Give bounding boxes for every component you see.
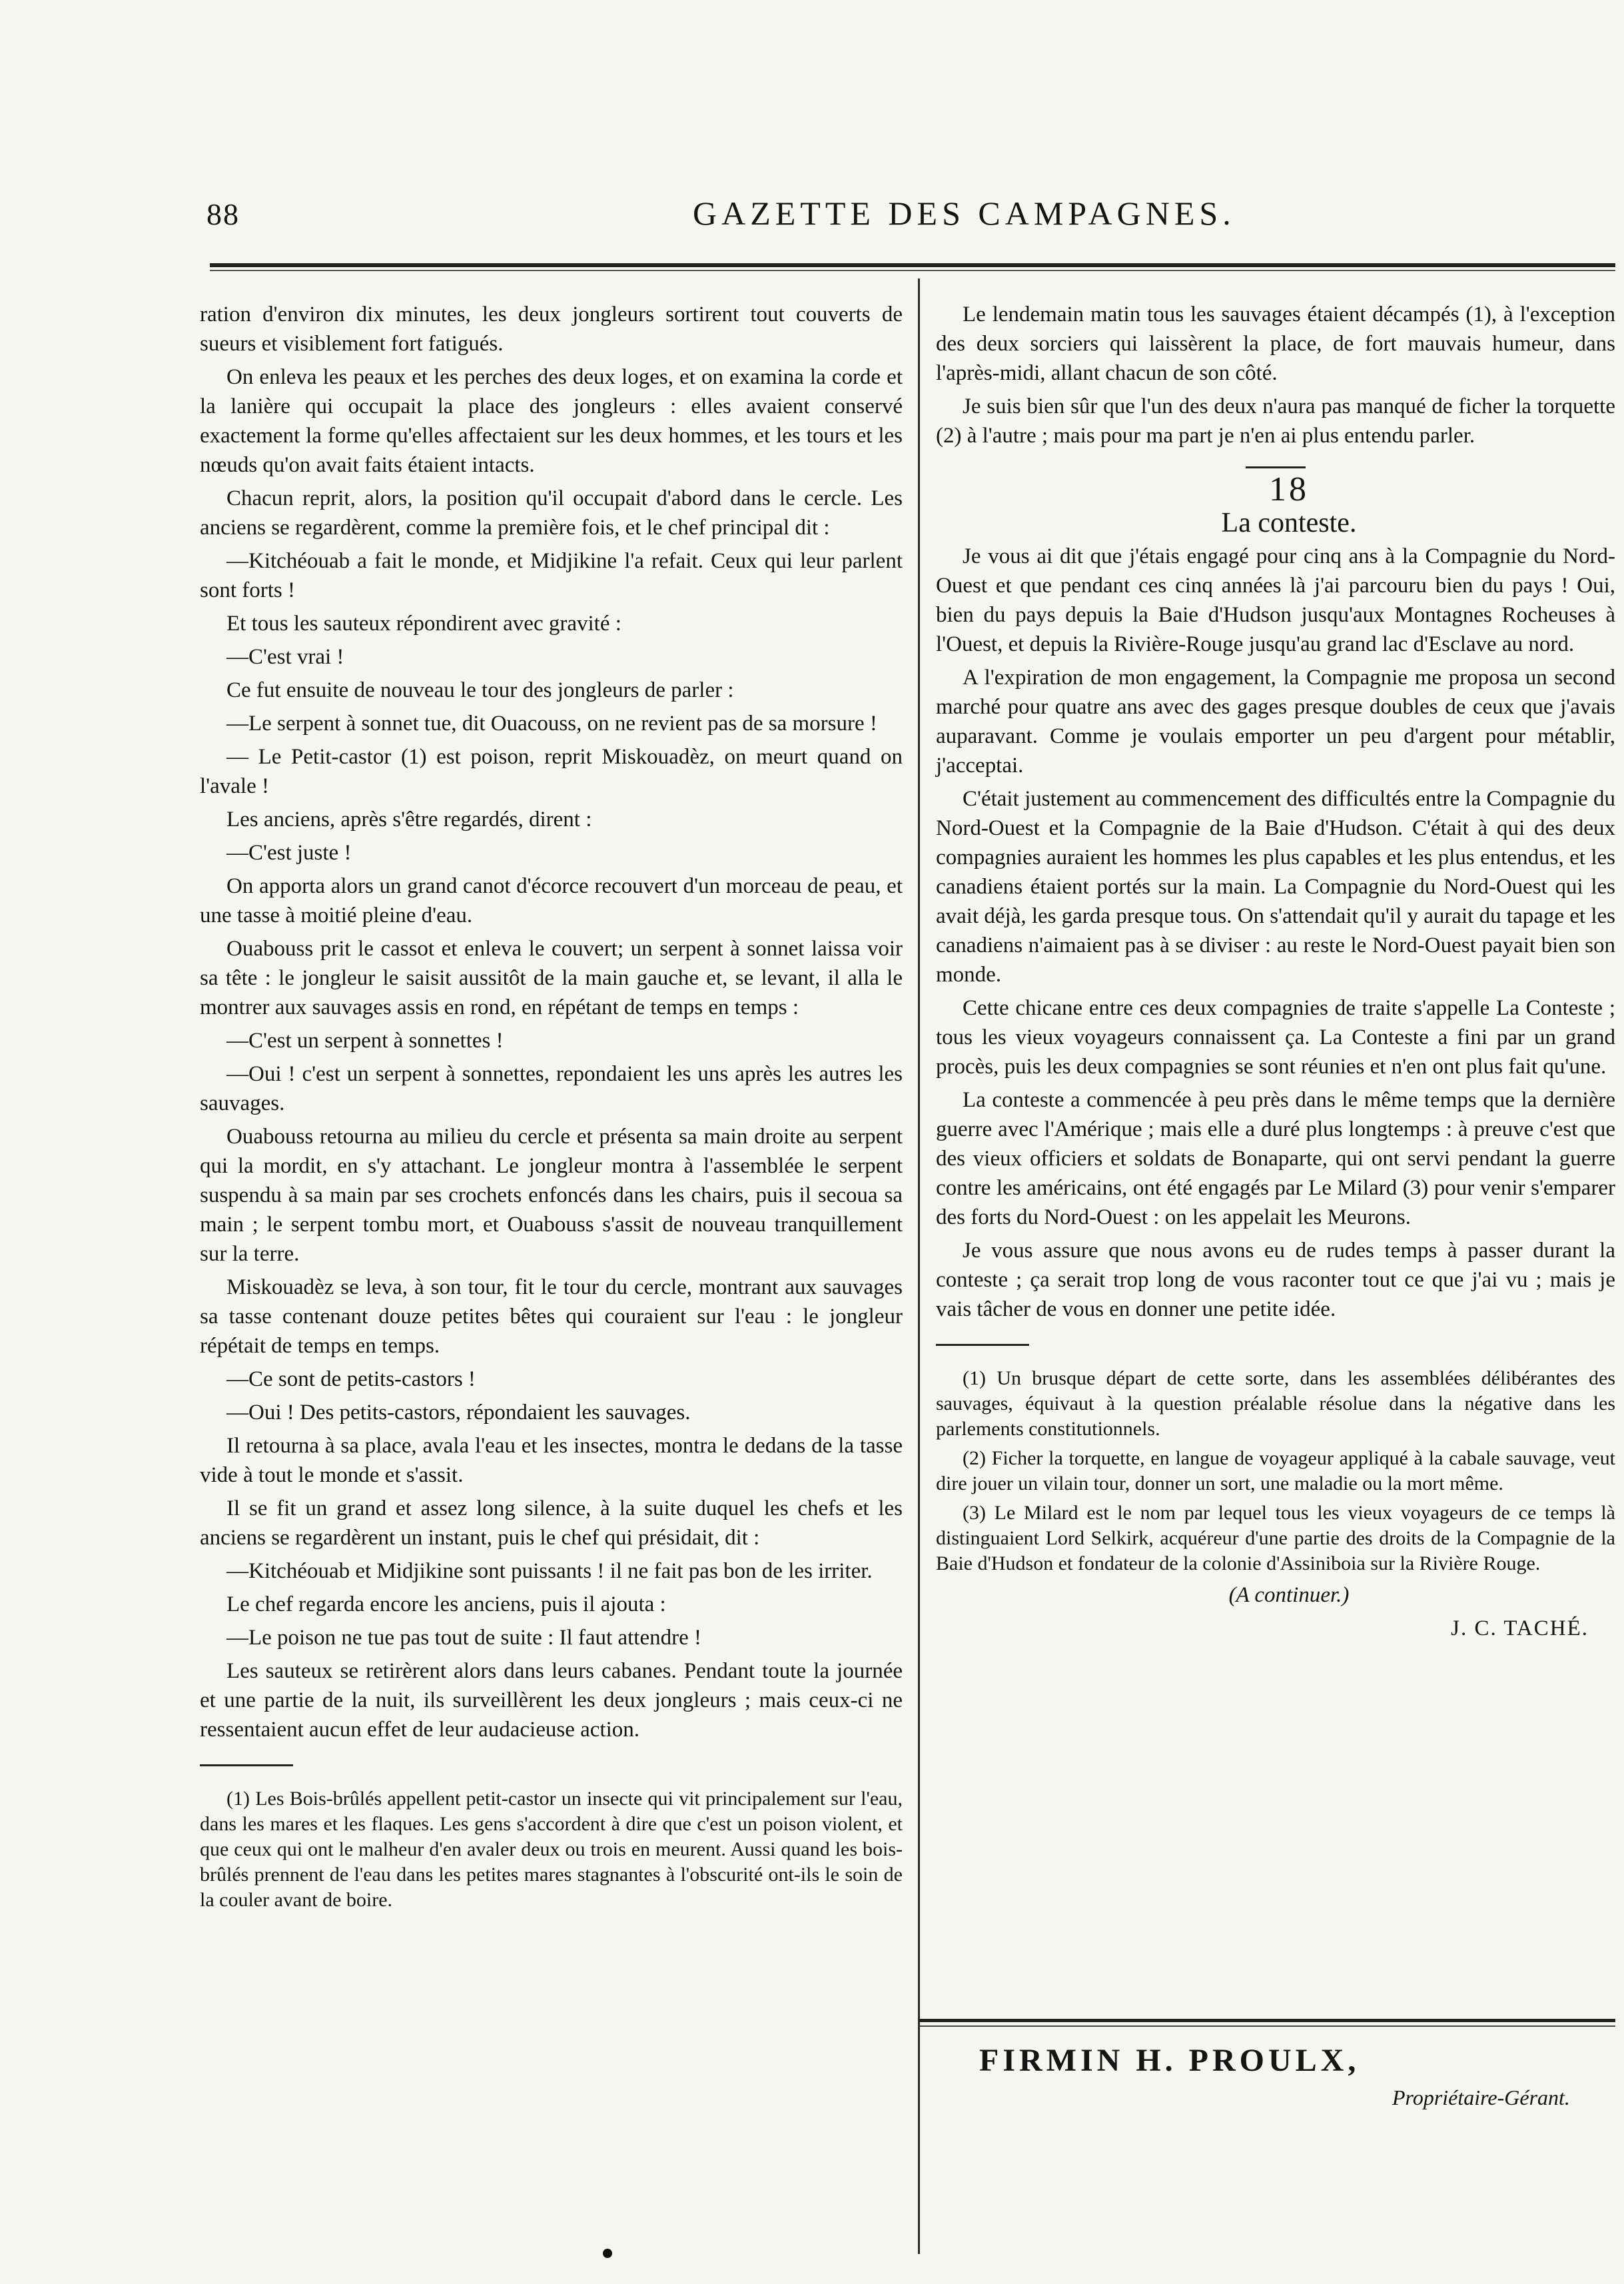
journal-title: GAZETTE DES CAMPAGNES. bbox=[693, 195, 1236, 232]
paragraph: Ouabouss retourna au milieu du cercle et présenta sa main droite au serpent qui la mordit, en s'y attachant. Le jongleur montra à l'assemblée le serpent suspendu à sa main par ses crochets enfoncés dans les chairs, puis il secoua sa main ; le serpent tombu mort, et Ouabouss s'assit de nouveau tranquillement sur la terre. bbox=[200, 1125, 903, 1266]
paragraph: Miskouadèz se leva, à son tour, fit le tour du cercle, montrant aux sauvages sa tasse contenant douze petites bêtes qui couraient sur l'eau : le jongleur répétait de temps en temps. bbox=[200, 1275, 903, 1358]
dialogue-line: —C'est vrai ! bbox=[226, 645, 344, 669]
paragraph: C'était justement au commencement des difficultés entre la Compagnie du Nord-Ouest et la Compagnie de la Baie d'Hudson. C'était à qui des deux compagnies auraient les hommes les plus capables et les plus entendus, et les canadiens étaient portés sur la main. La Compagnie du Nord-Ouest qui les avait déjà, les garda presque tous. On s'attendait qu'il y aurait du tapage et les canadiens n'aimaient pas à se diviser : au reste le Nord-Ouest payait bien son monde. bbox=[936, 787, 1615, 987]
paragraph: Il retourna à sa place, avala l'eau et les insectes, montra le dedans de la tasse vide à tout le monde et s'assit. bbox=[200, 1434, 903, 1487]
left-column bbox=[200, 300, 903, 1917]
paragraph: Il se fit un grand et assez long silence, à la suite duquel les chefs et les anciens se regardèrent un instant, puis le chef qui présidait, dit : bbox=[200, 1496, 903, 1550]
paragraph: Je vous assure que nous avons eu de rudes temps à passer durant la conteste ; ça serait trop long de vous raconter tout ce que j'ai vu ; mais je vais tâcher de vous en donner une petite idée. bbox=[936, 1239, 1615, 1321]
paragraph: Les sauteux se retirèrent alors dans leurs cabanes. Pendant toute la journée et une partie de la nuit, ils surveillèrent les deux jongleurs ; mais ceux-ci ne ressentaient aucun effet de leur audacieuse action. bbox=[200, 1659, 903, 1742]
paragraph: Chacun reprit, alors, la position qu'il occupait d'abord dans le cercle. Les anciens se regardèrent, comme la première fois, et le chef principal dit : bbox=[200, 486, 903, 540]
dialogue-line: —C'est juste ! bbox=[226, 841, 352, 865]
dialogue-line: —Le serpent à sonnet tue, dit Ouacouss, on ne revient pas de sa morsure ! bbox=[226, 712, 877, 736]
footnote: (1) Les Bois-brûlés appellent petit-castor un insecte qui vit principalement sur l'eau, dans les mares et les flaques. Les gens s'accordent à dire que c'est un poison violent, et que ceux qui ont le malheur d'en avaler deux ou trois en meurent. Aussi quand les bois-brûlés prennent de l'eau dans les petites mares stagnantes à l'obscurité ont-ils le soin de la couler avant de boire. bbox=[200, 1788, 903, 1911]
paragraph: Ce fut ensuite de nouveau le tour des jongleurs de parler : bbox=[226, 678, 734, 702]
footnote-rule bbox=[936, 1344, 1029, 1346]
dialogue-line: — Le Petit-castor (1) est poison, reprit Miskouadèz, on meurt quand on l'avale ! bbox=[200, 745, 903, 798]
footnote: (1) Un brusque départ de cette sorte, dans les assemblées délibérantes des sauvages, équivaut à la question préalable résolue dans la négative dans les parlements constitutionnels. bbox=[936, 1367, 1615, 1440]
footnote: (3) Le Milard est le nom par lequel tous les vieux voyageurs de ce temps là distinguaient Lord Selkirk, acquéreur d'une partie des droits de la Compagnie de la Baie d'Hudson et fondateur de la colonie d'Assiniboia sur la Rivière Rouge. bbox=[936, 1502, 1615, 1574]
ink-dot bbox=[603, 2249, 612, 2258]
footer-rule-thin bbox=[919, 2025, 1615, 2027]
paragraph: Et tous les sauteux répondirent avec gravité : bbox=[226, 612, 621, 636]
section-number: 18 bbox=[1269, 470, 1309, 508]
dialogue-line: —Le poison ne tue pas tout de suite : Il faut attendre ! bbox=[226, 1626, 701, 1650]
paragraph: On enleva les peaux et les perches des deux loges, et on examina la corde et la lanière qui occupait la place des jongleurs : elles avaient conservé exactement la forme qu'elles affectaient sur les deux hommes, et les tours et les nœuds qu'on avait faits étaient intacts. bbox=[200, 365, 903, 477]
dialogue-line: —Kitchéouab a fait le monde, et Midjikine l'a refait. Ceux qui leur parlent sont forts ! bbox=[200, 549, 903, 602]
continued-note: (A continuer.) bbox=[1228, 1583, 1350, 1607]
paragraph: Je vous ai dit que j'étais engagé pour cinq ans à la Compagnie du Nord-Ouest et que pendant ces cinq années là j'ai parcouru bien du pays ! Oui, bien du pays depuis la Baie d'Hudson jusqu'aux Montagnes Rocheuses à l'Ouest, et depuis la Rivière-Rouge jusqu'au grand lac d'Esclave au nord. bbox=[936, 544, 1615, 656]
publisher-role: Propriétaire-Gérant. bbox=[1392, 2085, 1570, 2109]
header-rule-thin bbox=[210, 270, 1615, 271]
section-rule bbox=[1246, 466, 1306, 468]
dialogue-line: —Kitchéouab et Midjikine sont puissants ! il ne fait pas bon de les irriter. bbox=[226, 1559, 873, 1583]
dialogue-line: —Oui ! Des petits-castors, répondaient les sauvages. bbox=[226, 1401, 691, 1425]
paragraph: Le chef regarda encore les anciens, puis il ajouta : bbox=[226, 1592, 666, 1616]
paragraph: Les anciens, après s'être regardés, dirent : bbox=[226, 808, 592, 832]
header-rule bbox=[210, 263, 1615, 267]
footnote: (2) Ficher la torquette, en langue de voyageur appliqué à la cabale sauvage, veut dire jouer un vilain tour, donner un sort, une maladie ou la mort même. bbox=[936, 1447, 1615, 1494]
paragraph: ration d'environ dix minutes, les deux jongleurs sortirent tout couverts de sueurs et visiblement fort fatigués. bbox=[200, 302, 903, 356]
page-number: 88 bbox=[206, 197, 240, 231]
publisher-name: FIRMIN H. PROULX, bbox=[979, 2043, 1360, 2078]
author-signature: J. C. TACHÉ. bbox=[1451, 1616, 1589, 1640]
paragraph: Cette chicane entre ces deux compagnies de traite s'appelle La Conteste ; tous les vieux voyageurs connaissent ça. La Conteste a fini par un grand procès, puis les deux compagnies se sont réunies et n'en ont plus fait qu'une. bbox=[936, 996, 1615, 1079]
paragraph: La conteste a commencée à peu près dans le même temps que la dernière guerre avec l'Amérique ; mais elle a duré plus longtemps : à preuve c'est que des vieux officiers et soldats de Bonaparte, qui ont servi pendant la guerre contre les américains, ont été engagés par Le Milard (3) pour venir s'emparer des forts du Nord-Ouest : on les appelait les Meurons. bbox=[936, 1088, 1615, 1229]
paragraph: A l'expiration de mon engagement, la Compagnie me proposa un second marché pour quatre ans avec des gages presque doubles de ceux que j'avais auparavant. Comme je voulais emporter un peu d'argent pour métablir, j'acceptai. bbox=[936, 666, 1615, 778]
dialogue-line: —Oui ! c'est un serpent à sonnettes, repondaient les uns après les autres les sauvages. bbox=[200, 1062, 903, 1115]
footnote-rule bbox=[200, 1764, 293, 1766]
section-title: La conteste. bbox=[1221, 508, 1357, 538]
paragraph: Ouabouss prit le cassot et enleva le couvert; un serpent à sonnet laissa voir sa tête : le jongleur le saisit aussitôt de la main gauche et, se levant, il alla le montrer aux sauvages assis en rond, en répétant de temps en temps : bbox=[200, 937, 903, 1019]
paragraph: Le lendemain matin tous les sauvages étaient décampés (1), à l'exception des deux sorciers qui laissèrent la place, de fort mauvais humeur, dans l'après-midi, allant chacun de son côté. bbox=[936, 302, 1615, 385]
paragraph: On apporta alors un grand canot d'écorce recouvert d'un morceau de peau, et une tasse à moitié pleine d'eau. bbox=[200, 874, 903, 927]
right-column bbox=[936, 300, 1615, 1647]
dialogue-line: —Ce sont de petits-castors ! bbox=[226, 1367, 476, 1391]
column-divider bbox=[918, 279, 920, 2254]
dialogue-line: —C'est un serpent à sonnettes ! bbox=[226, 1029, 504, 1053]
footer-rule bbox=[919, 2019, 1615, 2022]
page-header bbox=[0, 190, 1624, 243]
paragraph: Je suis bien sûr que l'un des deux n'aura pas manqué de ficher la torquette (2) à l'autre ; mais pour ma part je n'en ai plus entendu parler. bbox=[936, 394, 1615, 448]
